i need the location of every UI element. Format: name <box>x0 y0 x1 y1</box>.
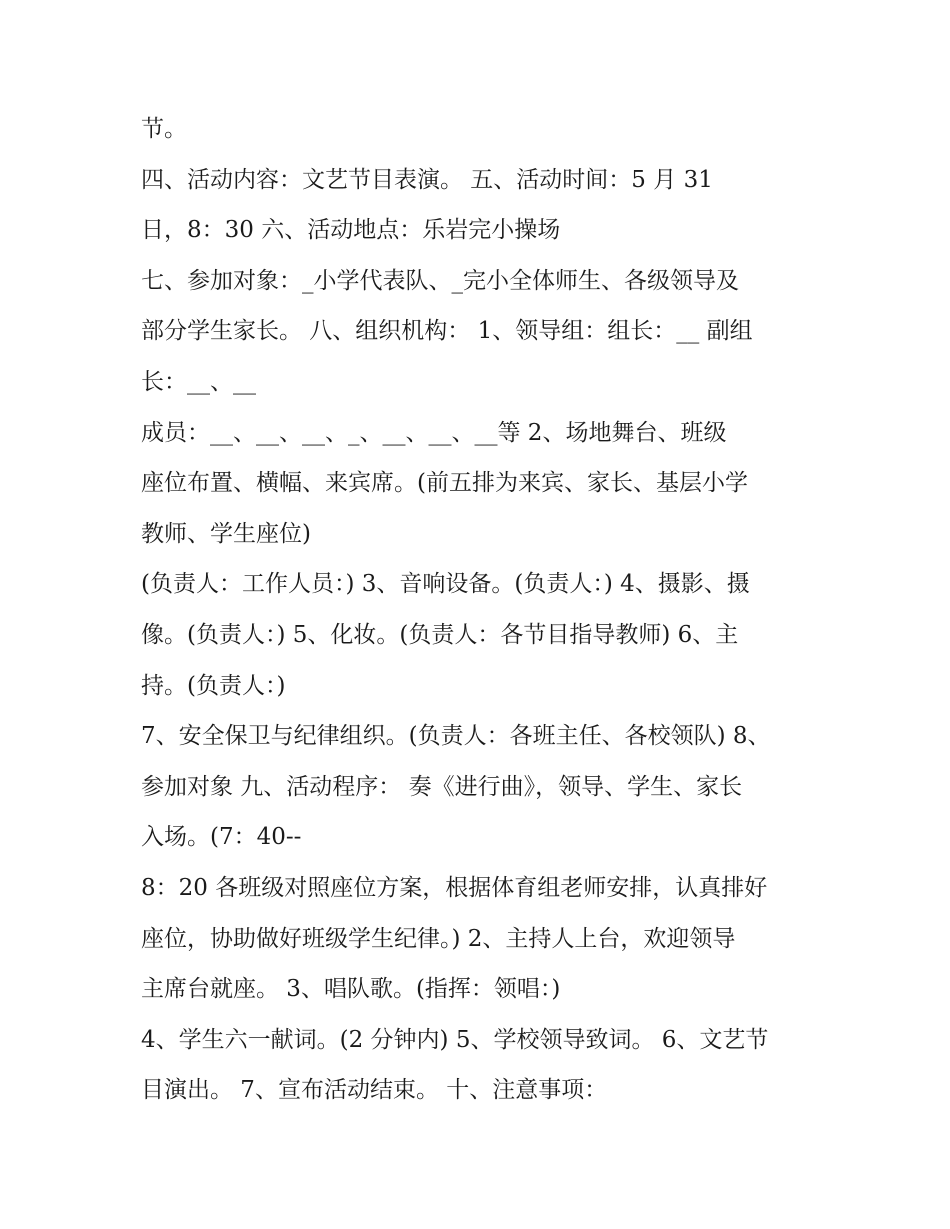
text-line: 长：__、__ <box>141 368 256 395</box>
text-line: 七、参加对象：_小学代表队、_完小全体师生、各级领导及 <box>141 267 739 294</box>
text-line: 成员：__、__、__、_、__、__、__等 2、场地舞台、班级 <box>141 419 727 446</box>
text-line: 日，8：30 六、活动地点：乐岩完小操场 <box>141 217 561 244</box>
body-text <box>141 104 841 1116</box>
text-line: (负责人：工作人员：) 3、音响设备。(负责人：) 4、摄影、摄 <box>141 571 750 598</box>
text-line: 教师、学生座位) <box>141 520 311 547</box>
text-line: 座位，协助做好班级学生纪律。) 2、主持人上台，欢迎领导 <box>141 925 736 952</box>
text-line: 8：20 各班级对照座位方案，根据体育组老师安排，认真排好 <box>141 874 768 901</box>
text-line: 主席台就座。 3、唱队歌。(指挥：领唱：) <box>141 976 561 1003</box>
text-line: 四、活动内容：文艺节目表演。 五、活动时间：5 月 31 <box>141 166 713 193</box>
text-line: 节。 <box>141 116 187 142</box>
text-line: 7、安全保卫与纪律组织。(负责人：各班主任、各校领队) 8、 <box>141 723 771 750</box>
text-line: 目演出。 7、宣布活动结束。 十、注意事项： <box>141 1077 608 1104</box>
text-line: 入场。(7：40-- <box>141 824 302 851</box>
text-line: 持。(负责人：) <box>141 672 286 699</box>
text-line: 座位布置、横幅、来宾席。(前五排为来宾、家长、基层小学 <box>141 470 748 497</box>
text-line: 部分学生家长。 八、组织机构： 1、领导组：组长：__ 副组 <box>141 318 753 345</box>
text-line: 像。(负责人：) 5、化妆。(负责人：各节目指导教师) 6、主 <box>141 621 739 648</box>
text-line: 参加对象 九、活动程序： 奏《进行曲》，领导、学生、家长 <box>141 773 743 800</box>
text-line: 4、学生六一献词。(2 分钟内) 5、学校领导致词。 6、文艺节 <box>141 1026 769 1053</box>
